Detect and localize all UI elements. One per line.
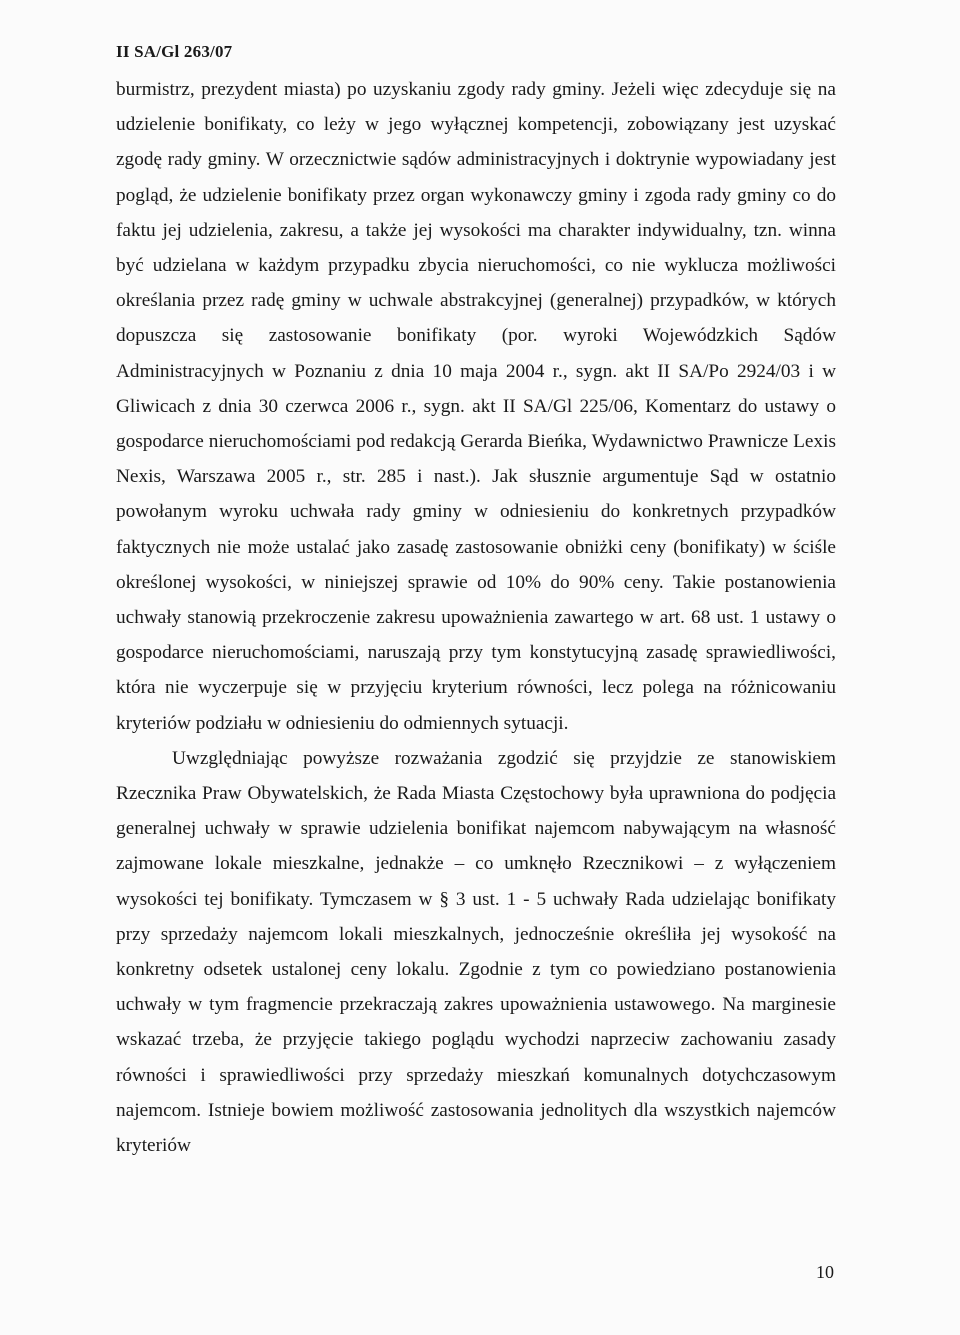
- paragraph-2: Uwzględniając powyższe rozważania zgodzić się przyjdzie ze stanowiskiem Rzecznika Praw Obywatelskich, że Rada Miasta Częstochowy była uprawniona do podjęcia generalnej uchwały w sprawie udzielenia bonifikat najemcom nabywającym na własność zajmowane lokale mieszkalne, jednakże – co umknęło Rzecznikowi – z wyłączeniem wysokości tej bonifikaty. Tymczasem w § 3 ust. 1 - 5 uchwały Rada udzielając bonifikaty przy sprzedaży najemcom lokali mieszkalnych, jednocześnie określiła jej wysokość na konkretny odsetek ustalonej ceny lokalu. Zgodnie z tym co powiedziano postanowienia uchwały w tym fragmencie przekraczają zakres upoważnienia ustawowego. Na marginesie wskazać trzeba, że przyjęcie takiego poglądu wychodzi naprzeciw zachowaniu zasady równości i sprawiedliwości przy sprzedaży mieszkań komunalnych dotychczasowym najemcom. Istnieje bowiem możliwość zastosowania jednolitych dla wszystkich najemców kryteriów: [116, 747, 836, 1157]
- case-number-header: II SA/Gl 263/07: [116, 42, 233, 61]
- document-body: [116, 72, 836, 1163]
- paragraph-1: burmistrz, prezydent miasta) po uzyskaniu zgody rady gminy. Jeżeli więc zdecyduje się na udzielenie bonifikaty, co leży w jego wyłącznej kompetencji, zobowiązany jest uzyskać zgodę rady gminy. W orzecznictwie sądów administracyjnych i doktrynie wypowiadany jest pogląd, że udzielenie bonifikaty przez organ wykonawczy gminy i zgoda rady gminy co do faktu jej udzielenia, zakresu, a także jej wysokości ma charakter indywidualny, tzn. winna być udzielana w każdym przypadku zbycia nieruchomości, co nie wyklucza możliwości określania przez radę gminy w uchwale abstrakcyjnej (generalnej) przypadków, w których dopuszcza się zastosowanie bonifikaty (por. wyroki Wojewódzkich Sądów Administracyjnych w Poznaniu z dnia 10 maja 2004 r., sygn. akt II SA/Po 2924/03 i w Gliwicach z dnia 30 czerwca 2006 r., sygn. akt II SA/Gl 225/06, Komentarz do ustawy o gospodarce nieruchomościami pod redakcją Gerarda Bieńka, Wydawnictwo Prawnicze Lexis Nexis, Warszawa 2005 r., str. 285 i nast.). Jak słusznie argumentuje Sąd w ostatnio powołanym wyroku uchwała rady gminy w odniesieniu do konkretnych przypadków faktycznych nie może ustalać jako zasadę zastosowanie obniżki ceny (bonifikaty) w ściśle określonej wysokości, w niniejszej sprawie od 10% do 90% ceny. Takie postanowienia uchwały stanowią przekroczenie zakresu upoważnienia zawartego w art. 68 ust. 1 ustawy o gospodarce nieruchomościami, naruszają przy tym konstytucyjną zasadę sprawiedliwości, która nie wyczerpuje się w przyjęciu kryterium równości, lecz polega na różnicowaniu kryteriów podziału w odniesieniu do odmiennych sytuacji.: [116, 79, 836, 734]
- page-number: 10: [816, 1262, 834, 1282]
